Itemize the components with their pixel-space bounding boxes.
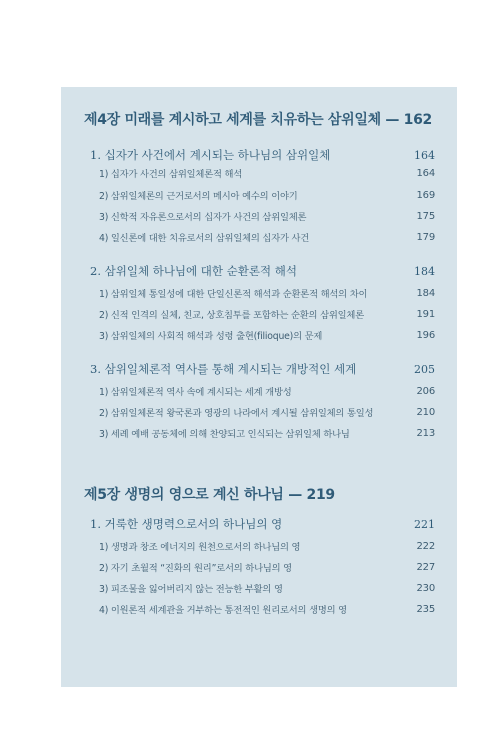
- toc-item-4-3-2[interactable]: [99, 403, 435, 421]
- item-title: 1) 삼위일체 통일성에 대한 단일신론적 해석과 순환론적 해석의 차이: [99, 289, 368, 300]
- item-page: 227: [416, 561, 435, 573]
- toc-item-5-1-1[interactable]: [99, 537, 435, 555]
- toc-item-4-1-3[interactable]: [99, 207, 435, 225]
- item-page: 196: [416, 329, 435, 341]
- item-page: 230: [416, 582, 435, 594]
- item-title: 4) 일신론에 대한 치유로서의 삼위일체의 십자가 사건: [99, 233, 310, 244]
- section-title: 2. 삼위일체 하나님에 대한 순환론적 해석: [90, 264, 297, 278]
- toc-item-4-3-1[interactable]: [99, 382, 435, 400]
- item-title: 3) 세례 예배 공동체에 의해 찬양되고 인식되는 삼위일체 하나님: [99, 429, 350, 440]
- section-page: 164: [414, 148, 435, 162]
- item-title: 2) 삼위일체론적 왕국론과 영광의 나라에서 계시될 삼위일체의 통일성: [99, 408, 374, 419]
- toc-item-4-1-2[interactable]: [99, 186, 435, 204]
- item-page: 179: [416, 231, 435, 243]
- item-title: 4) 이원론적 세계관을 거부하는 통전적인 원리로서의 생명의 영: [99, 605, 347, 616]
- chapter-5-title: 제5장 생명의 영으로 계신 하나님 — 219: [84, 487, 335, 503]
- section-page: 205: [414, 362, 435, 376]
- section-title: 1. 거룩한 생명력으로서의 하나님의 영: [90, 517, 283, 531]
- item-page: 222: [416, 540, 435, 552]
- item-page: 210: [416, 406, 435, 418]
- item-title: 2) 삼위일체론의 근거로서의 메시아 예수의 이야기: [99, 191, 298, 202]
- section-title: 3. 삼위일체론적 역사를 통해 계시되는 개방적인 세계: [90, 362, 357, 376]
- item-page: 191: [416, 308, 435, 320]
- section-page: 221: [414, 517, 435, 531]
- item-title: 3) 삼위일체의 사회적 해석과 성령 출현(filioque)의 문제: [99, 331, 323, 342]
- section-title: 1. 십자가 사건에서 계시되는 하나님의 삼위일체: [90, 148, 331, 162]
- item-title: 3) 신학적 자유론으로서의 십자가 사건의 삼위일체론: [99, 212, 307, 223]
- item-title: 2) 신적 인격의 실체, 친교, 상호침투를 포함하는 순환의 삼위일체론: [99, 310, 364, 321]
- section-4-2[interactable]: [90, 261, 435, 281]
- item-page: 169: [416, 189, 435, 201]
- toc-item-5-1-3[interactable]: [99, 579, 435, 597]
- toc-item-4-1-1[interactable]: [99, 164, 435, 182]
- toc-item-5-1-2[interactable]: [99, 558, 435, 576]
- section-4-3[interactable]: [90, 359, 435, 379]
- toc-item-4-2-3[interactable]: [99, 326, 435, 344]
- item-title: 2) 자기 초월적 “진화의 원리”로서의 하나님의 영: [99, 563, 292, 574]
- item-title: 1) 십자가 사건의 삼위일체론적 해석: [99, 169, 243, 180]
- item-page: 213: [416, 427, 435, 439]
- section-5-1[interactable]: [90, 514, 435, 534]
- toc-item-4-2-1[interactable]: [99, 284, 435, 302]
- item-title: 3) 피조물을 잃어버리지 않는 전능한 부활의 영: [99, 584, 283, 595]
- item-page: 164: [416, 167, 435, 179]
- toc-item-4-3-3[interactable]: [99, 424, 435, 442]
- item-title: 1) 삼위일체론적 역사 속에 계시되는 세계 개방성: [99, 387, 292, 398]
- section-page: 184: [414, 264, 435, 278]
- section-4-1[interactable]: [90, 145, 435, 165]
- item-title: 1) 생명과 창조 에너지의 원천으로서의 하나님의 영: [99, 542, 301, 553]
- toc-item-4-1-4[interactable]: [99, 228, 435, 246]
- chapter-4-title: 제4장 미래를 계시하고 세계를 치유하는 삼위일체 — 162: [84, 112, 432, 128]
- toc-item-4-2-2[interactable]: [99, 305, 435, 323]
- item-page: 206: [416, 385, 435, 397]
- item-page: 175: [416, 210, 435, 222]
- toc-item-5-1-4[interactable]: [99, 600, 435, 618]
- item-page: 184: [416, 287, 435, 299]
- item-page: 235: [416, 603, 435, 615]
